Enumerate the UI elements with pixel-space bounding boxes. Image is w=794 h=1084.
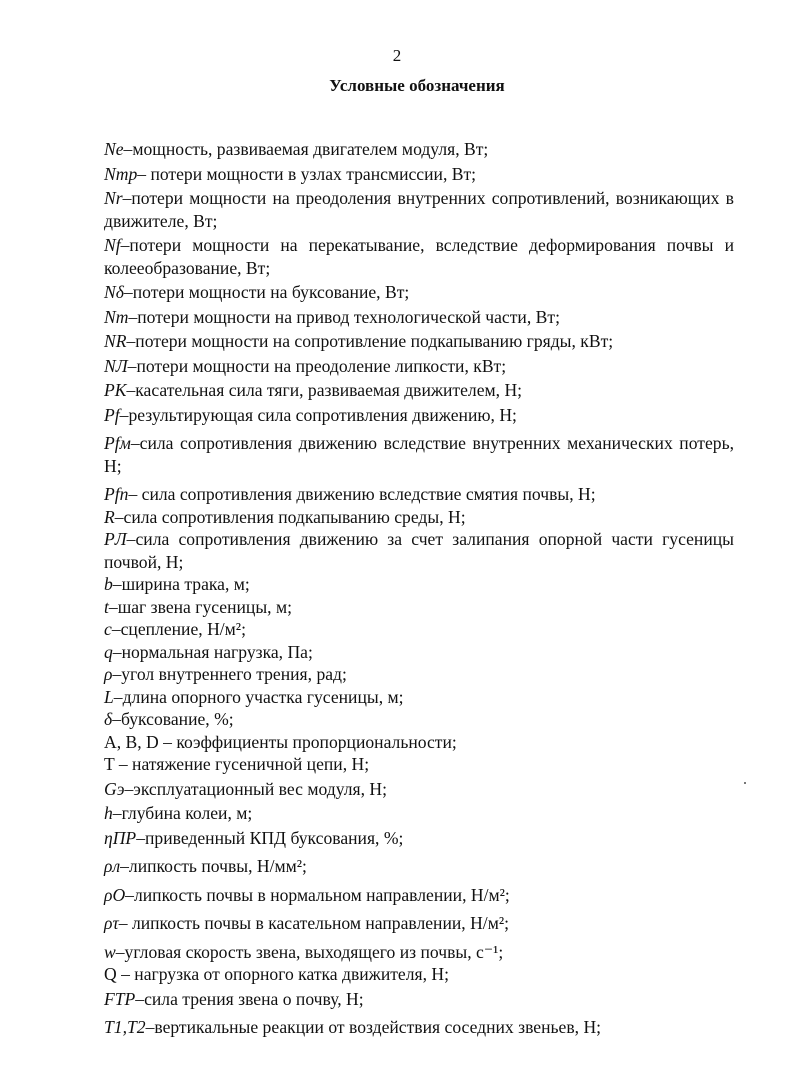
entry-symbol: PК xyxy=(104,380,127,400)
entry-text: –потери мощности на преодоления внутренних сопротивлений, возникающих в движителе, Вт; xyxy=(104,188,734,231)
entry-text: –потери мощности на преодоление липкости, кВт; xyxy=(127,355,507,376)
entry-symbol: ηПР xyxy=(104,827,137,848)
list-item xyxy=(104,778,734,801)
list-item xyxy=(104,963,734,986)
entry-text: A, B, D – коэффициенты пропорциональности; xyxy=(104,731,457,752)
entry-symbol: Ne xyxy=(104,139,124,159)
entry-symbol: NR xyxy=(104,331,127,351)
list-item xyxy=(104,281,734,304)
list-item xyxy=(104,618,734,641)
entry-symbol: q xyxy=(104,641,113,662)
list-item xyxy=(104,483,734,506)
symbols-list xyxy=(104,138,734,1039)
list-item xyxy=(104,912,734,935)
entry-symbol: Gэ xyxy=(104,778,125,799)
entry-text: – потери мощности в узлах трансмиссии, Вт; xyxy=(137,163,477,184)
list-item xyxy=(104,573,734,596)
entry-text: –сила трения звена о почву, Н; xyxy=(135,988,364,1009)
page-title: Условные обозначения xyxy=(329,76,505,95)
list-item xyxy=(104,802,734,825)
list-item xyxy=(104,686,734,709)
entry-text: –длина опорного участка гусеницы, м; xyxy=(113,686,404,707)
list-item xyxy=(104,330,734,353)
entry-symbol: Nr xyxy=(104,188,123,208)
list-item xyxy=(104,988,734,1011)
entry-text: Q – нагрузка от опорного катка движителя, Н; xyxy=(104,964,450,984)
list-item xyxy=(104,827,734,850)
list-item xyxy=(104,404,734,427)
entry-symbol: ρ xyxy=(104,664,113,684)
entry-symbol: c xyxy=(104,619,112,639)
entry-symbol: ρτ xyxy=(104,913,119,933)
list-item xyxy=(104,641,734,664)
list-item xyxy=(104,663,734,686)
entry-text: –мощность, развиваемая двигателем модуля, Вт; xyxy=(123,139,489,159)
entry-symbol: ρO xyxy=(104,884,126,905)
entry-text: –вертикальные реакции от воздействия соседних звеньев, Н; xyxy=(145,1017,602,1037)
entry-text: –сцепление, Н/м²; xyxy=(111,619,246,639)
list-item xyxy=(104,187,734,232)
entry-text: –угол внутреннего трения, рад; xyxy=(112,664,347,684)
entry-text: –угловая скорость звена, выходящего из почвы, c⁻¹; xyxy=(115,941,504,962)
list-item xyxy=(104,596,734,619)
entry-symbol: L xyxy=(104,686,114,707)
list-item xyxy=(104,753,734,776)
entry-symbol: FТР xyxy=(104,988,136,1009)
entry-text: – сила сопротивления движению вследствие смятия почвы, Н; xyxy=(128,484,596,504)
entry-text: –сила сопротивления движению за счет залипания опорной части гусеницы почвой, Н; xyxy=(104,529,734,572)
entry-symbol: ρл xyxy=(104,856,121,876)
entry-text: –потери мощности на сопротивление подкапыванию гряды, кВт; xyxy=(126,331,614,351)
entry-text: –буксование, %; xyxy=(112,709,234,729)
entry-text: – липкость почвы в касательном направлении, Н/м²; xyxy=(118,913,509,933)
entry-symbol: h xyxy=(104,803,113,823)
entry-text: –потери мощности на перекатывание, вследствие деформирования почвы и колееобразование, Вт; xyxy=(104,235,734,278)
list-item xyxy=(104,138,734,161)
list-item xyxy=(104,163,734,186)
entry-text: –касательная сила тяги, развиваемая движителем, Н; xyxy=(126,380,523,400)
list-item xyxy=(104,884,734,907)
list-item xyxy=(104,1016,734,1039)
list-item xyxy=(104,355,734,378)
entry-symbol: Nmp xyxy=(104,163,138,184)
entry-symbol: t xyxy=(104,596,109,617)
entry-text: –липкость почвы в нормальном направлении, Н/м²; xyxy=(125,884,510,905)
entry-text: –эксплуатационный вес модуля, Н; xyxy=(124,778,387,799)
entry-text: –сила сопротивления подкапыванию среды, Н; xyxy=(114,506,466,527)
entry-symbol: b xyxy=(104,574,113,594)
list-item xyxy=(104,528,734,573)
entry-symbol: Nf xyxy=(104,235,121,255)
list-item xyxy=(104,506,734,529)
list-item xyxy=(104,306,734,329)
scan-speck xyxy=(744,782,746,784)
entry-symbol: Nm xyxy=(104,306,129,327)
entry-text: –потери мощности на буксование, Вт; xyxy=(123,282,410,302)
entry-text: –сила сопротивления движению вследствие внутренних механических потерь, Н; xyxy=(104,433,734,476)
entry-symbol: δ xyxy=(104,709,113,729)
entry-symbol: Pf xyxy=(104,404,120,425)
entry-text: –потери мощности на привод технологической части, Вт; xyxy=(128,306,560,327)
entry-symbol: PЛ xyxy=(104,529,127,549)
entry-symbol: R xyxy=(104,506,115,527)
entry-text: T – натяжение гусеничной цепи, Н; xyxy=(104,754,370,774)
entry-text: –результирующая сила сопротивления движению, Н; xyxy=(119,404,517,425)
list-item xyxy=(104,708,734,731)
entry-symbol: T1,T2 xyxy=(104,1017,146,1037)
entry-symbol: w xyxy=(104,941,116,962)
entry-text: –нормальная нагрузка, Па; xyxy=(112,641,313,662)
page-number: 2 xyxy=(392,46,402,65)
entry-symbol: NЛ xyxy=(104,355,128,376)
entry-text: –приведенный КПД буксования, %; xyxy=(136,827,404,848)
list-item xyxy=(104,855,734,878)
entry-text: –липкость почвы, Н/мм²; xyxy=(120,856,307,876)
list-item xyxy=(104,234,734,279)
entry-text: –глубина колеи, м; xyxy=(112,803,253,823)
list-item xyxy=(104,432,734,477)
list-item xyxy=(104,379,734,402)
entry-symbol: Pfп xyxy=(104,484,129,504)
entry-symbol: Nδ xyxy=(104,282,124,302)
entry-symbol: Pfм xyxy=(104,433,131,453)
entry-text: –шаг звена гусеницы, м; xyxy=(108,596,292,617)
list-item xyxy=(104,731,734,754)
list-item xyxy=(104,941,734,964)
entry-text: –ширина трака, м; xyxy=(112,574,250,594)
